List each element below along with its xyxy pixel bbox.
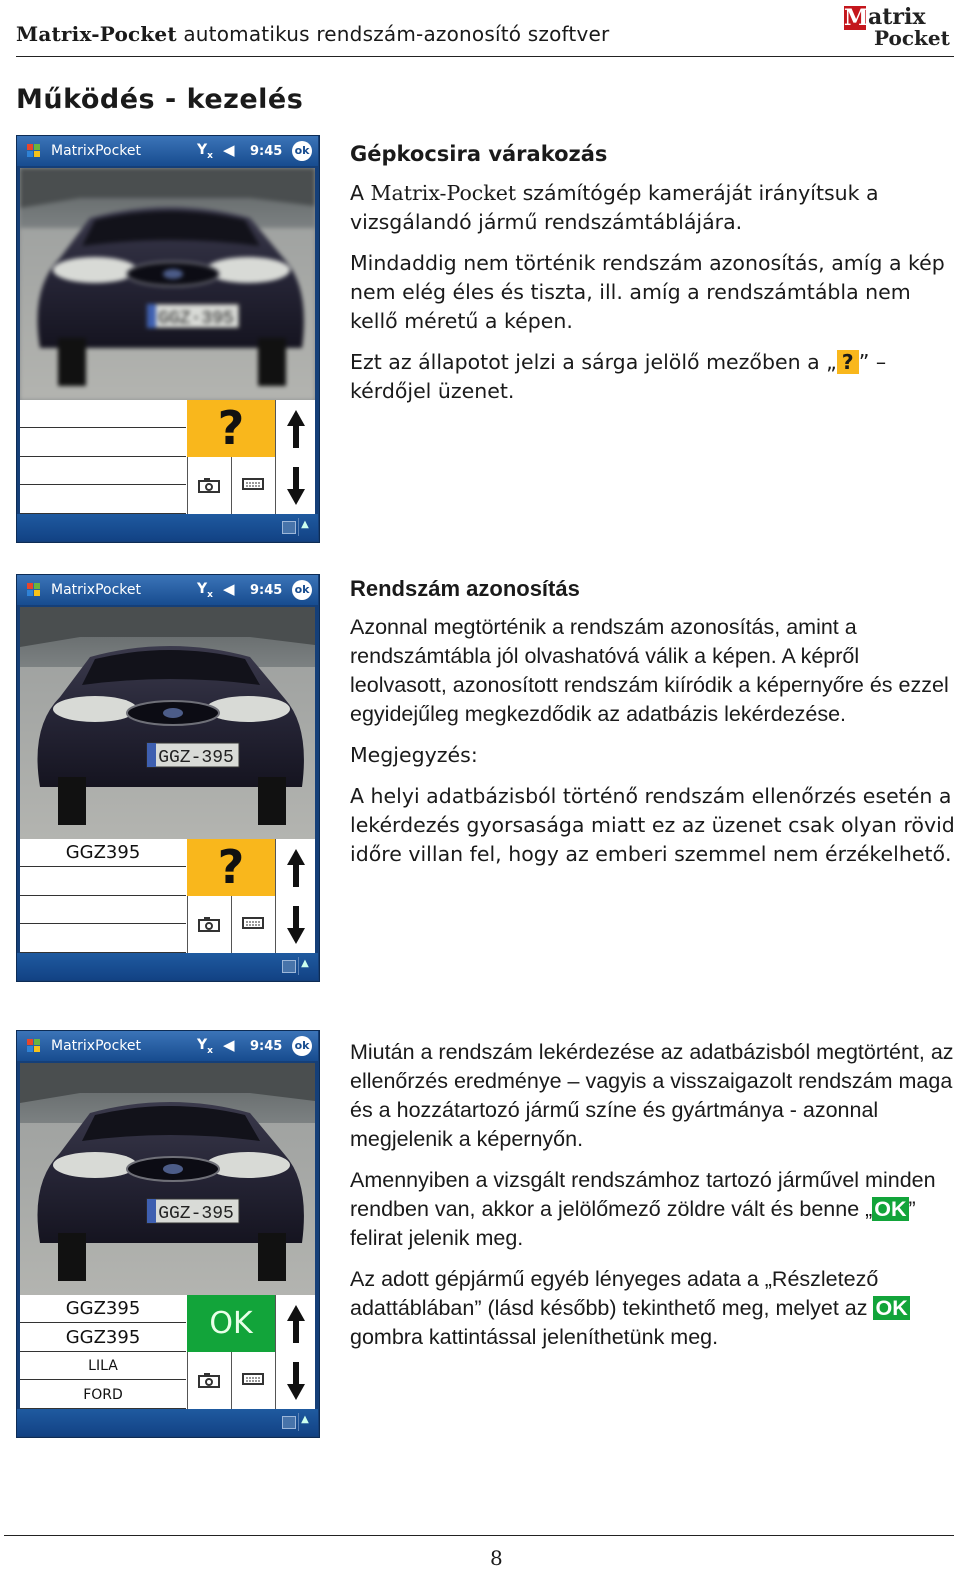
question-status-field[interactable]: ? [187, 400, 275, 457]
signal-icon[interactable]: $Y_x$ [197, 142, 213, 161]
camera-preview [20, 607, 315, 839]
license-plate-text: GGZ·395 [158, 309, 234, 329]
result-row [20, 896, 186, 924]
paragraph: Az adott gépjármű egyéb lényeges adata a „Részletező adattáblában” (lásd később) tekinthető meg, melyet az OK gombra kattintással jeleníthetünk meg. [350, 1267, 908, 1349]
volume-icon[interactable]: ◀︎ [223, 1036, 235, 1054]
clock[interactable]: 9:45 [250, 583, 283, 598]
input-menu-caret[interactable]: ▲ [298, 957, 311, 975]
bottom-bar [17, 514, 318, 541]
paragraph: Mindaddig nem történik rendszám azonosítás, amíg a kép nem elég éles és tiszta, ill. amíg a rendszámtábla nem kellő méretű a képen. [350, 251, 945, 333]
input-panel-icon[interactable] [282, 1416, 296, 1429]
paragraph: Megjegyzés: [350, 743, 478, 767]
result-panel [20, 839, 315, 953]
ok-chip: OK [874, 1197, 907, 1221]
arrow-up-icon [287, 1305, 305, 1343]
section-heading: Rendszám azonosítás [350, 576, 580, 601]
section-waiting [350, 140, 958, 418]
result-row [20, 868, 186, 896]
result-row [20, 400, 186, 428]
bottom-bar [17, 1409, 318, 1436]
ok-button[interactable]: ok [292, 580, 312, 600]
clock[interactable]: 9:45 [250, 1039, 283, 1054]
license-plate-text: GGZ-395 [158, 748, 234, 768]
result-row: LILA [20, 1352, 186, 1380]
app-name: MatrixPocket [51, 1038, 141, 1054]
car-photo [20, 168, 315, 400]
keyboard-icon [242, 916, 264, 930]
volume-icon[interactable]: ◀︎ [223, 141, 235, 159]
input-panel-icon[interactable] [282, 960, 296, 973]
camera-icon [198, 1372, 220, 1388]
arrow-down-icon [287, 467, 305, 505]
scroll-up-button[interactable] [275, 400, 315, 457]
section-heading: Gépkocsira várakozás [350, 142, 608, 166]
camera-icon [198, 916, 220, 932]
footer-rule [4, 1535, 954, 1536]
camera-preview [20, 1063, 315, 1295]
keyboard-button[interactable] [231, 896, 275, 953]
app-name: MatrixPocket [51, 143, 141, 159]
bottom-bar [17, 953, 318, 980]
question-status-field[interactable]: ? [187, 839, 275, 896]
camera-icon [198, 477, 220, 493]
paragraph: Ezt az állapotot jelzi a sárga jelölő mezőben a „ ? ” – kérdőjel üzenet. [350, 350, 887, 403]
header-title: Matrix-Pocket automatikus rendszám-azonosító szoftver [16, 22, 610, 46]
keyboard-button[interactable] [231, 457, 275, 514]
section-result [350, 1038, 958, 1364]
matrix-pocket-logo: M atrix Pocket [844, 4, 950, 50]
result-row [20, 486, 186, 514]
paragraph: Azonnal megtörténik a rendszám azonosítás, amint a rendszámtábla jól olvashatóvá válik a képen. A képről leolvasott, azonosított rendszám kiíródik a képernyőre és ezzel egyidejűleg megkezdődik az adatbázis lekérdezése. [350, 615, 949, 726]
result-row: GGZ395 [20, 839, 186, 867]
ok-button[interactable]: ok [292, 1036, 312, 1056]
scroll-up-button[interactable] [275, 1295, 315, 1352]
license-plate-text: GGZ-395 [158, 1204, 234, 1224]
result-row: FORD [20, 1381, 186, 1409]
keyboard-button[interactable] [231, 1352, 275, 1409]
paragraph: Amennyiben a vizsgált rendszámhoz tartozó járművel minden rendben van, akkor a jelölőmező zöldre vált és benne „OK” felirat jelenik meg. [350, 1168, 936, 1250]
app-name: MatrixPocket [51, 582, 141, 598]
windows-start-icon[interactable] [27, 583, 41, 597]
device-screen-identified [16, 574, 320, 982]
result-row: GGZ395 [20, 1295, 186, 1323]
signal-icon[interactable]: $Y_x$ [197, 1037, 213, 1056]
camera-button[interactable] [187, 896, 231, 953]
input-menu-caret[interactable]: ▲ [298, 1413, 311, 1431]
question-chip: ? [837, 350, 859, 374]
windows-start-icon[interactable] [27, 144, 41, 158]
clock[interactable]: 9:45 [250, 144, 283, 159]
windows-start-icon[interactable] [27, 1039, 41, 1053]
camera-preview [20, 168, 315, 400]
ok-chip: OK [875, 1296, 908, 1320]
keyboard-icon [242, 477, 264, 491]
title-bar [17, 575, 318, 605]
arrow-down-icon [287, 906, 305, 944]
volume-icon[interactable]: ◀︎ [223, 580, 235, 598]
scroll-up-button[interactable] [275, 839, 315, 896]
scroll-down-button[interactable] [275, 896, 315, 953]
result-panel [20, 400, 315, 514]
result-row: GGZ395 [20, 1324, 186, 1352]
keyboard-icon [242, 1372, 264, 1386]
scroll-down-button[interactable] [275, 1352, 315, 1409]
result-panel [20, 1295, 315, 1409]
page-number: 8 [490, 1546, 503, 1570]
input-panel-icon[interactable] [282, 521, 296, 534]
camera-button[interactable] [187, 457, 231, 514]
paragraph: Miután a rendszám lekérdezése az adatbázisból megtörtént, az ellenőrzés eredménye – vagyis a visszaigazolt rendszám maga és a hozzátartozó jármű színe és gyártmánya - azonnal megjelenik a képernyőn. [350, 1040, 954, 1151]
input-menu-caret[interactable]: ▲ [298, 518, 311, 536]
camera-button[interactable] [187, 1352, 231, 1409]
device-screen-waiting [16, 135, 320, 543]
signal-icon[interactable]: $Y_x$ [197, 581, 213, 600]
paragraph: A Matrix-Pocket számítógép kameráját irányítsuk a vizsgálandó jármű rendszámtáblájára. [350, 181, 879, 234]
scroll-down-button[interactable] [275, 457, 315, 514]
paragraph: A helyi adatbázisból történő rendszám ellenőrzés esetén a lekérdezés gyorsasága miatt ez az üzenet csak olyan rövid időre villan fel, hogy az emberi szemmel nem érzékelhető. [350, 784, 955, 866]
document-header [16, 4, 954, 57]
ok-status-field[interactable]: OK [187, 1295, 275, 1352]
result-row [20, 457, 186, 485]
result-row [20, 429, 186, 457]
title-bar [17, 1031, 318, 1061]
car-photo [20, 607, 315, 839]
ok-button[interactable]: ok [292, 141, 312, 161]
result-row [20, 925, 186, 953]
arrow-up-icon [287, 410, 305, 448]
page-title: Működés - kezelés [16, 84, 304, 115]
device-screen-confirmed [16, 1030, 320, 1438]
arrow-up-icon [287, 849, 305, 887]
section-identification [350, 574, 958, 881]
arrow-down-icon [287, 1362, 305, 1400]
car-photo [20, 1063, 315, 1295]
title-bar [17, 136, 318, 166]
